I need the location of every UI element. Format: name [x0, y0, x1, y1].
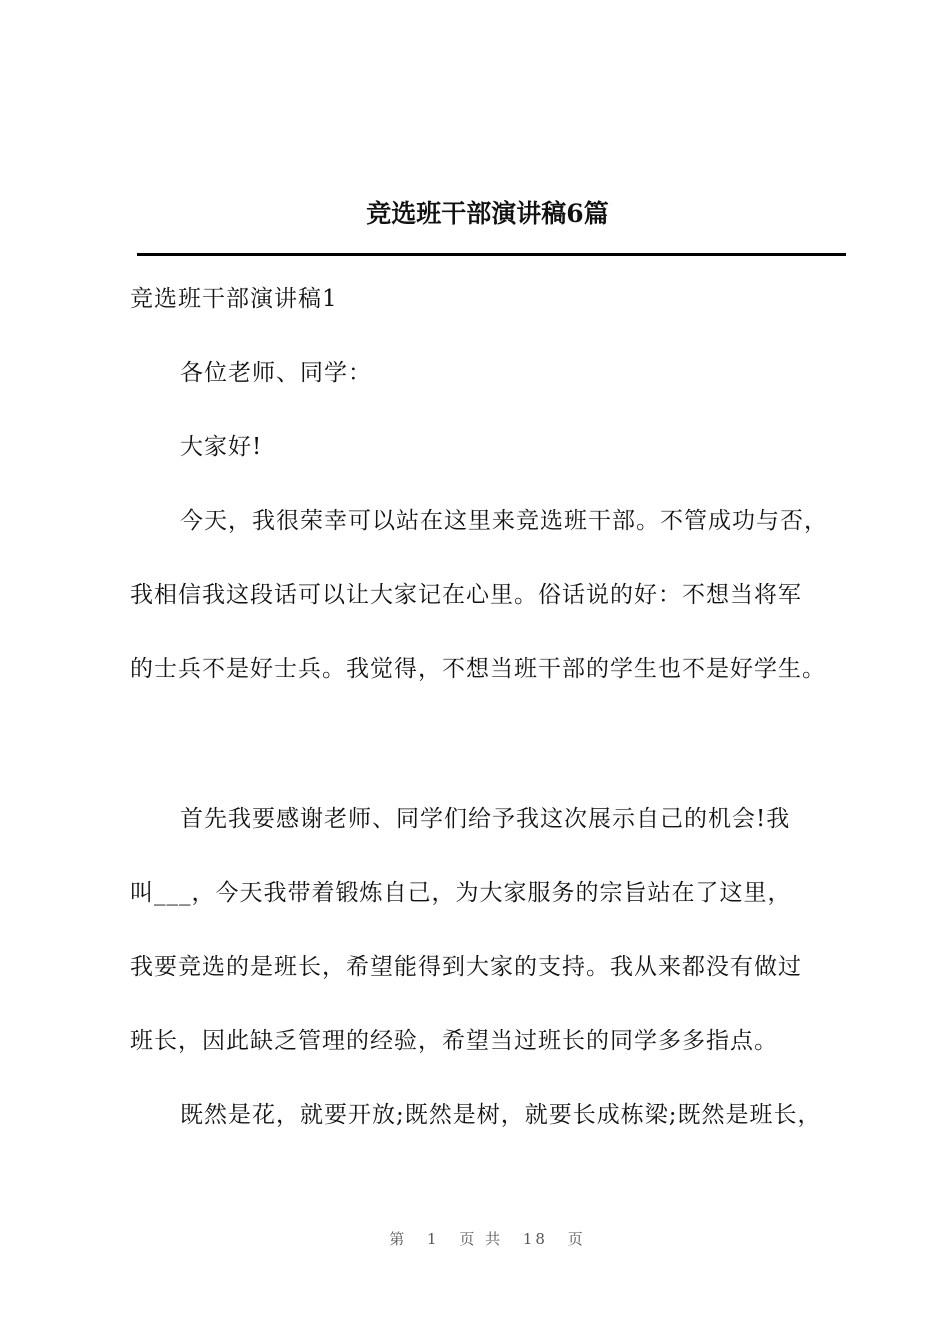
paragraph-line: 今天，我很荣幸可以站在这里来竞选班干部。不管成功与否， [180, 508, 828, 534]
title-rule [137, 253, 846, 256]
page-title: 竞选班干部演讲稿6篇 [366, 199, 609, 228]
paragraph-line: 我要竞选的是班长，希望能得到大家的支持。我从来都没有做过 [130, 954, 802, 980]
paragraph-line: 叫___，今天我带着锻炼自己，为大家服务的宗旨站在了这里， [130, 880, 792, 906]
paragraph-line: 既然是花，就要开放;既然是树，就要长成栋梁;既然是班长， [180, 1102, 822, 1128]
paragraph-line: 首先我要感谢老师、同学们给予我这次展示自己的机会!我 [180, 806, 791, 832]
paragraph-line: 的士兵不是好士兵。我觉得，不想当班干部的学生也不是好学生。 [130, 656, 826, 682]
page-footer [0, 1228, 950, 1250]
footer-total-pages: 18 [522, 1230, 548, 1248]
paragraph-line: 班长，因此缺乏管理的经验，希望当过班长的同学多多指点。 [130, 1028, 778, 1054]
footer-label-of: 页 共 [459, 1230, 504, 1248]
section-heading: 竞选班干部演讲稿1 [130, 286, 338, 312]
salutation-line: 各位老师、同学： [180, 360, 372, 386]
paragraph-line: 我相信我这段话可以让大家记在心里。俗话说的好：不想当将军 [130, 582, 802, 608]
footer-label-pages: 页 [567, 1230, 586, 1248]
greeting-line: 大家好! [180, 434, 263, 460]
footer-label-page: 第 [389, 1230, 408, 1248]
footer-page-number: 1 [427, 1230, 440, 1248]
